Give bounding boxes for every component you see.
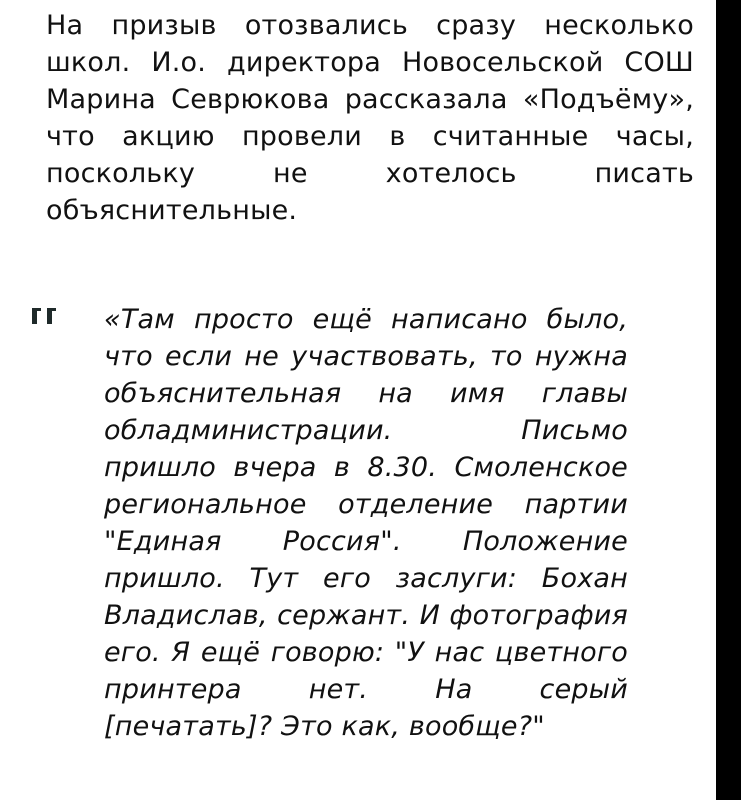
blockquote-text: «Там просто ещё написано было, что если не участвовать, то нужна объяснительная на имя главы обладминистрации. Письмо пришло вчера в 8.30. Смоленское региональное отделение партии "Единая Россия". Положение пришло. Тут его заслуги: Бохан Владислав, сержант. И фотография его. Я ещё говорю: "У нас цветного принтера нет. На серый [печатать]? Это как, вообще?" <box>104 304 628 742</box>
screen-edge <box>716 0 741 800</box>
quote-icon <box>30 306 60 326</box>
article-paragraph: На призыв отозвались сразу несколько школ. И.о. директора Новосельской СОШ Марина Севрюкова рассказала «Подъёму», что акцию провели в считанные часы, поскольку не хотелось писать объяснительные. <box>46 10 694 226</box>
